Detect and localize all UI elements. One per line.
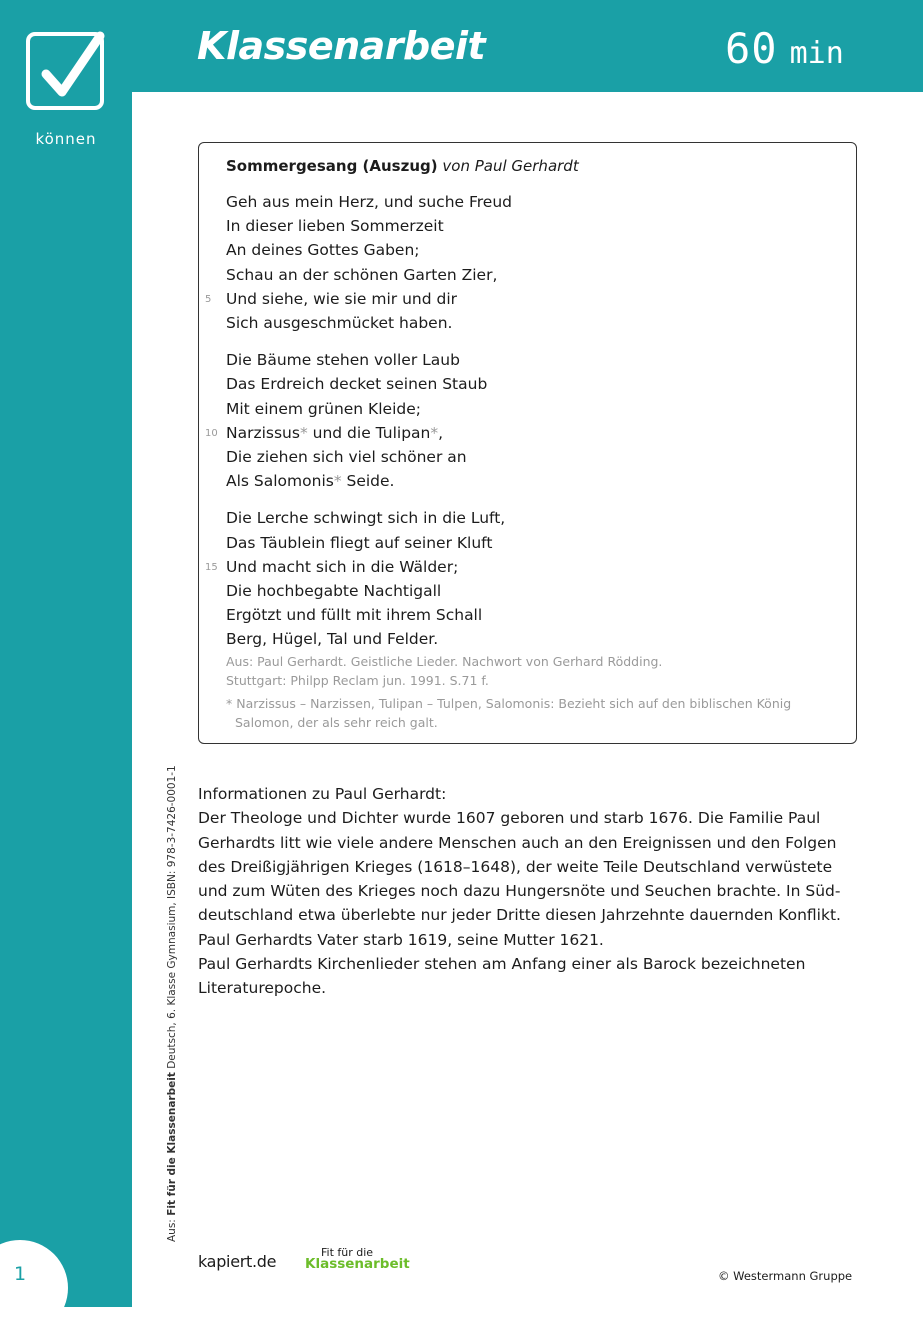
fit-logo — [305, 1247, 410, 1272]
poem-line: Das Täublein fliegt auf seiner Kluft — [226, 533, 493, 552]
poem-line: Narzissus* und die Tulipan*, — [226, 423, 444, 442]
info-line: Paul Gerhardts Vater starb 1619, seine Mutter 1621. — [198, 930, 604, 949]
line-number: 15 — [205, 561, 218, 573]
info-line: Der Theologe und Dichter wurde 1607 geboren und starb 1676. Die Familie Paul — [198, 809, 821, 828]
poem-line: Die Bäume stehen voller Laub — [226, 351, 460, 370]
timer-value: 60 — [725, 24, 778, 73]
poem-author: von Paul Gerhardt — [442, 157, 579, 175]
line-number: 5 — [205, 293, 212, 305]
poem-line: Als Salomonis* Seide. — [226, 472, 395, 491]
info-line: Literaturepoche. — [198, 979, 327, 998]
checkbox-icon — [26, 32, 104, 110]
info-line: Informationen zu Paul Gerhardt: — [198, 785, 447, 803]
info-line: des Dreißigjährigen Krieges (1618–1648), der weite Teile Deutschland verwüstete — [198, 857, 833, 876]
poem-line: Und siehe, wie sie mir und dir — [226, 289, 457, 308]
poem-line: An deines Gottes Gaben; — [226, 241, 420, 260]
fit-logo-top: Fit für die — [321, 1246, 374, 1259]
poem-title — [226, 157, 579, 175]
timer — [725, 24, 844, 73]
side-credit — [166, 765, 178, 1242]
info-line: deutschland etwa überlebte nur jeder Dritte diesen Jahrzehnte dauernden Konflikt. — [198, 906, 841, 925]
fit-logo-bottom: Klassenarbeit — [305, 1256, 410, 1272]
poem-line: Die hochbegabte Nachtigall — [226, 582, 442, 600]
credit-book-title: Fit für die Klassenarbeit — [166, 1072, 178, 1216]
poem-footnote-line: Salomon, der als sehr reich galt. — [235, 715, 438, 730]
line-number: 10 — [205, 427, 218, 439]
sidebar-label: können — [35, 130, 97, 148]
poem-line: In dieser lieben Sommerzeit — [226, 217, 444, 236]
poem-line: Sich ausgeschmücket haben. — [226, 314, 453, 332]
credit-details: Deutsch, 6. Klasse Gymnasium, ISBN: 978-3-7426-0001-1 — [166, 765, 178, 1069]
info-text — [198, 782, 858, 1001]
poem-line: Das Erdreich decket seinen Staub — [226, 375, 488, 394]
poem-title-bold: Sommergesang (Auszug) — [226, 157, 438, 175]
info-line: Gerhardts litt wie viele andere Menschen auch an den Ereignissen und den Folgen — [198, 833, 837, 852]
checkmark-icon — [34, 26, 112, 106]
info-line: Paul Gerhardts Kirchenlieder stehen am Anfang einer als Barock bezeichneten — [198, 955, 806, 974]
page-number: 1 — [14, 1263, 27, 1285]
credit-prefix: Aus: — [166, 1219, 178, 1242]
poem-source-line: Stuttgart: Philpp Reclam jun. 1991. S.71 f. — [226, 673, 489, 688]
info-line: und zum Wüten des Krieges noch dazu Hungersnöte und Seuchen brachte. In Süd- — [198, 882, 841, 901]
poem-line: Geh aus mein Herz, und suche Freud — [226, 193, 513, 211]
copyright: © Westermann Gruppe — [718, 1269, 853, 1283]
poem-line: Mit einem grünen Kleide; — [226, 399, 421, 418]
sidebar — [0, 0, 132, 1307]
page-title: Klassenarbeit — [197, 24, 486, 68]
timer-unit: min — [789, 36, 844, 71]
poem-source-line: Aus: Paul Gerhardt. Geistliche Lieder. Nachwort von Gerhard Rödding. — [226, 654, 663, 669]
poem-line: Die ziehen sich viel schöner an — [226, 448, 467, 466]
kapiert-logo: kapiert.de — [198, 1252, 277, 1271]
poem-line: Schau an der schönen Garten Zier, — [226, 265, 498, 284]
poem-line: Ergötzt und füllt mit ihrem Schall — [226, 606, 483, 625]
poem-box — [198, 142, 857, 744]
poem-line: Berg, Hügel, Tal und Felder. — [226, 630, 439, 649]
poem-line: Und macht sich in die Wälder; — [226, 557, 459, 576]
poem-line: Die Lerche schwingt sich in die Luft, — [226, 509, 506, 528]
poem-footnote-line: * Narzissus – Narzissen, Tulipan – Tulpen, Salomonis: Bezieht sich auf den biblischen König — [226, 696, 792, 711]
